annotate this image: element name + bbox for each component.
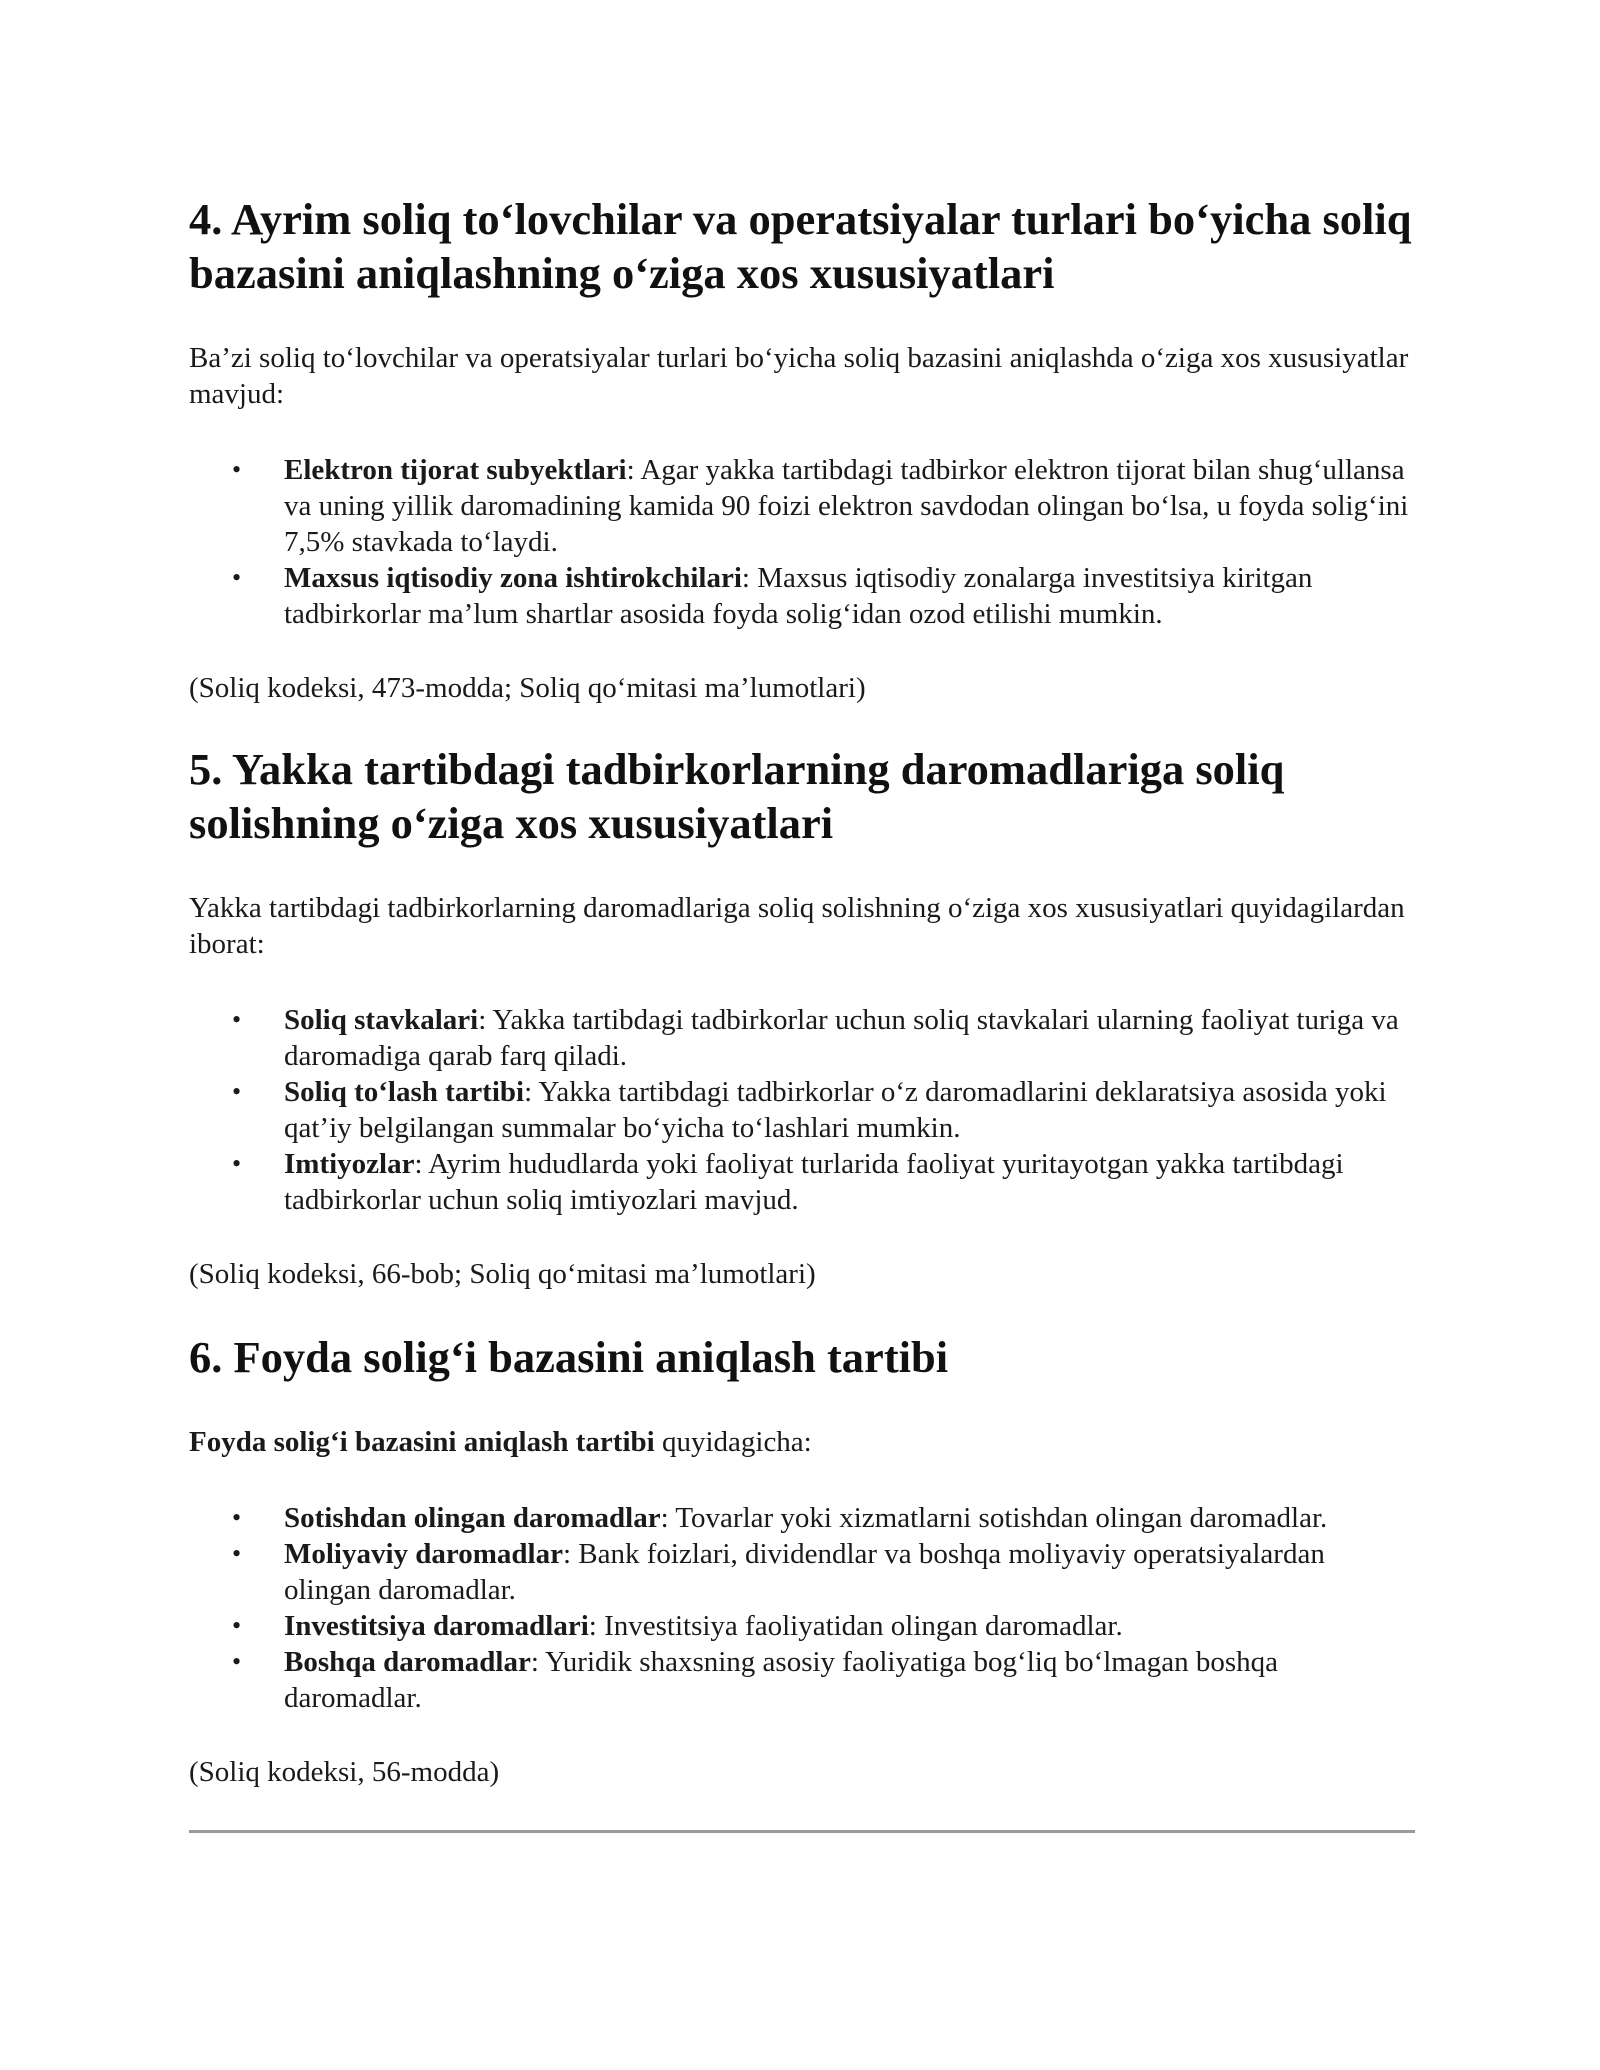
list-item-term: Soliq stavkalari (284, 1004, 479, 1036)
section-6-citation: (Soliq kodeksi, 56-modda) (189, 1756, 500, 1788)
bullet-icon: • (232, 1005, 242, 1034)
list-item (232, 1002, 1415, 1074)
list-item (232, 1146, 1415, 1218)
bullet-icon: • (232, 455, 242, 484)
section-4-list (189, 452, 1415, 632)
list-item (232, 1074, 1415, 1146)
section-6-intro-rest: quyidagicha: (654, 1426, 812, 1458)
bullet-icon: • (232, 563, 242, 592)
bullet-icon: • (232, 1149, 242, 1178)
list-item (232, 452, 1415, 560)
list-item (232, 1500, 1415, 1536)
section-6-intro-bold: Foyda solig‘i bazasini aniqlash tartibi (189, 1426, 655, 1458)
bullet-icon: • (232, 1077, 242, 1106)
section-6-heading: 6. Foyda solig‘i bazasini aniqlash tartibi (189, 1332, 949, 1382)
section-4-intro: Ba’zi soliq to‘lovchilar va operatsiyalar turlari bo‘yicha soliq bazasini aniqlashda o‘ziga xos xususiyatlar mavjud: (189, 342, 1409, 410)
list-item-text: : Tovarlar yoki xizmatlarni sotishdan olingan daromadlar. (660, 1502, 1328, 1534)
section-5-intro: Yakka tartibdagi tadbirkorlarning daromadlariga soliq solishning o‘ziga xos xususiyatlari quyidagilardan iborat: (189, 892, 1405, 960)
section-5-citation: (Soliq kodeksi, 66-bob; Soliq qo‘mitasi ma’lumotlari) (189, 1258, 816, 1290)
list-item-text: : Maxsus iqtisodiy zonalarga investitsiya kiritgan tadbirkorlar ma’lum shartlar asosida foyda solig‘idan ozod etilishi mumkin. (284, 562, 1313, 630)
horizontal-divider (189, 1830, 1415, 1833)
list-item-text: : Bank foizlari, dividendlar va boshqa moliyaviy operatsiyalardan olingan daromadlar. (284, 1538, 1325, 1606)
list-item-text: : Ayrim hududlarda yoki faoliyat turlarida faoliyat yuritayotgan yakka tartibdagi tadbirkorlar uchun soliq imtiyozlari mavjud. (284, 1148, 1344, 1216)
section-4-citation: (Soliq kodeksi, 473-modda; Soliq qo‘mitasi ma’lumotlari) (189, 672, 866, 704)
section-5-heading: 5. Yakka tartibdagi tadbirkorlarning daromadlariga soliq solishning o‘ziga xos xususiyatlari (189, 744, 1285, 848)
bullet-icon: • (232, 1611, 242, 1640)
list-item-term: Elektron tijorat subyektlari (284, 454, 627, 486)
list-item-text: : Investitsiya faoliyatidan olingan daromadlar. (588, 1610, 1123, 1642)
section-6-intro (189, 1424, 1415, 1460)
section-6-list (189, 1500, 1415, 1716)
list-item-term: Soliq to‘lash tartibi (284, 1076, 525, 1108)
list-item-term: Maxsus iqtisodiy zona ishtirokchilari (284, 562, 742, 594)
list-item-term: Sotishdan olingan daromadlar (284, 1502, 661, 1534)
section-5-list (189, 1002, 1415, 1218)
list-item-text: : Yakka tartibdagi tadbirkorlar uchun soliq stavkalari ularning faoliyat turiga va daromadiga qarab farq qiladi. (284, 1004, 1399, 1072)
list-item-text: : Yuridik shaxsning asosiy faoliyatiga bog‘liq bo‘lmagan boshqa daromadlar. (284, 1646, 1279, 1714)
list-item-term: Investitsiya daromadlari (284, 1610, 589, 1642)
bullet-icon: • (232, 1539, 242, 1568)
section-4-heading: 4. Ayrim soliq to‘lovchilar va operatsiyalar turlari bo‘yicha soliq bazasini aniqlashning o‘ziga xos xususiyatlari (189, 194, 1412, 298)
list-item-term: Moliyaviy daromadlar (284, 1538, 563, 1570)
list-item-text: : Agar yakka tartibdagi tadbirkor elektron tijorat bilan shug‘ullansa va uning yillik daromadining kamida 90 foizi elektron savdodan olingan bo‘lsa, u foyda solig‘ini 7,5% stavkada to‘laydi. (284, 454, 1409, 558)
list-item (232, 1644, 1415, 1716)
list-item (232, 560, 1415, 632)
document-page (189, 182, 1415, 1833)
list-item-term: Imtiyozlar (284, 1148, 415, 1180)
list-item (232, 1536, 1415, 1608)
list-item (232, 1608, 1415, 1644)
bullet-icon: • (232, 1503, 242, 1532)
bullet-icon: • (232, 1647, 242, 1676)
list-item-text: : Yakka tartibdagi tadbirkorlar o‘z daromadlarini deklaratsiya asosida yoki qat’iy belgilangan summalar bo‘yicha to‘lashlari mumkin. (284, 1076, 1387, 1144)
list-item-term: Boshqa daromadlar (284, 1646, 531, 1678)
